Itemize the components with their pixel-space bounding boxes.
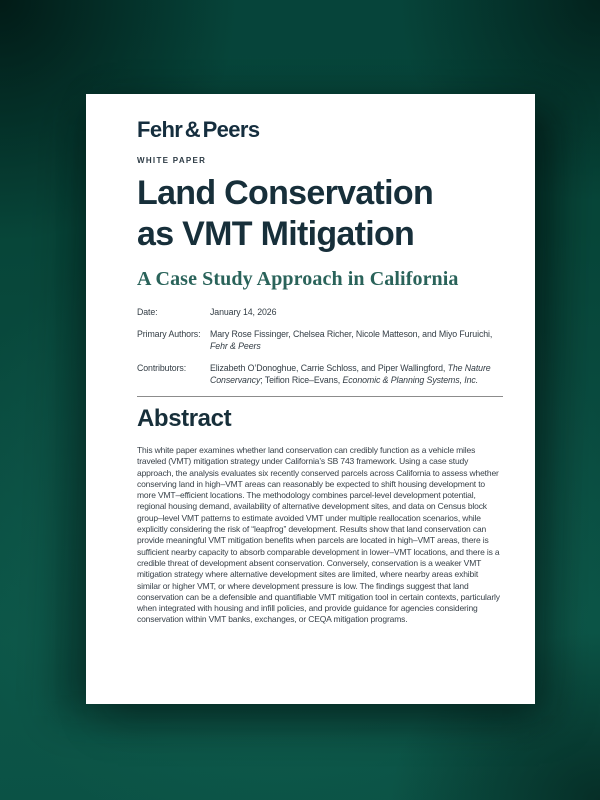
white-paper-label: WHITE PAPER xyxy=(137,156,207,165)
date-label: Date: xyxy=(137,307,158,317)
meta-row-date xyxy=(137,306,503,318)
contributors-org-2: Economic & Planning Systems, Inc. xyxy=(342,375,479,385)
title-line-1: Land Conservation xyxy=(137,174,434,212)
contributors-org-1: The Nature Conservancy xyxy=(210,363,491,385)
white-paper-cover-page xyxy=(86,94,535,704)
title-line-2: as VMT Mitigation xyxy=(137,215,415,253)
contributors-label: Contributors: xyxy=(137,363,187,373)
meta-row-contributors xyxy=(137,362,503,386)
contributors-value xyxy=(210,362,503,386)
primary-authors-org: Fehr & Peers xyxy=(210,341,261,351)
primary-authors-names: Mary Rose Fissinger, Chelsea Richer, Nicole Matteson, and Miyo Furuichi, xyxy=(210,329,493,339)
abstract-heading: Abstract xyxy=(137,405,232,432)
primary-authors-value xyxy=(210,328,503,352)
abstract-body: This white paper examines whether land conservation can credibly function as a vehicle miles traveled (VMT) mitigation strategy under California’s SB 743 framework. Using a case study approach, the analysis evaluates six recently conserved parcels across California to assess whether conserving land in high–VMT areas can reasonably be expected to shift housing development to more VMT–efficient locations. The methodology combines parcel-level development potential, regional housing demand, availability of alternative development sites, and data on Census block group–level VMT patterns to estimate avoided VMT under multiple reallocation scenarios, while explicitly considering the risk of “leapfrog” development. Results show that land conservation can provide meaningful VMT mitigation benefits when parcels are located in high–VMT areas, there is sufficient nearby capacity to absorb comparable development in lower–VMT locations, and there is a credible threat of development absent conservation. Conversely, conservation is a weaker VMT mitigation strategy where alternative development sites are limited, where nearby areas exhibit similar or higher VMT, or where development pressure is low. The findings suggest that land conservation can be a defensible and quantifiable VMT mitigation tool in certain contexts, particularly when integrated with housing and infill policies, and provide guidance for agencies considering conservation within VMT banks, exchanges, or CEQA mitigation programs. xyxy=(137,445,500,625)
metadata-section xyxy=(137,306,503,386)
contributors-names-1: Elizabeth O’Donoghue, Carrie Schloss, and Piper Wallingford, xyxy=(210,363,448,373)
fehr-peers-logo: Fehr & Peers xyxy=(137,117,260,142)
page-title xyxy=(137,173,503,255)
primary-authors-label: Primary Authors: xyxy=(137,329,201,339)
contributors-names-2: ; Teifion Rice–Evans, xyxy=(260,375,343,385)
section-divider-rule xyxy=(137,396,503,397)
date-value: January 14, 2026 xyxy=(210,307,277,317)
page-subtitle: A Case Study Approach in California xyxy=(137,268,459,290)
meta-row-primary-authors xyxy=(137,328,503,352)
